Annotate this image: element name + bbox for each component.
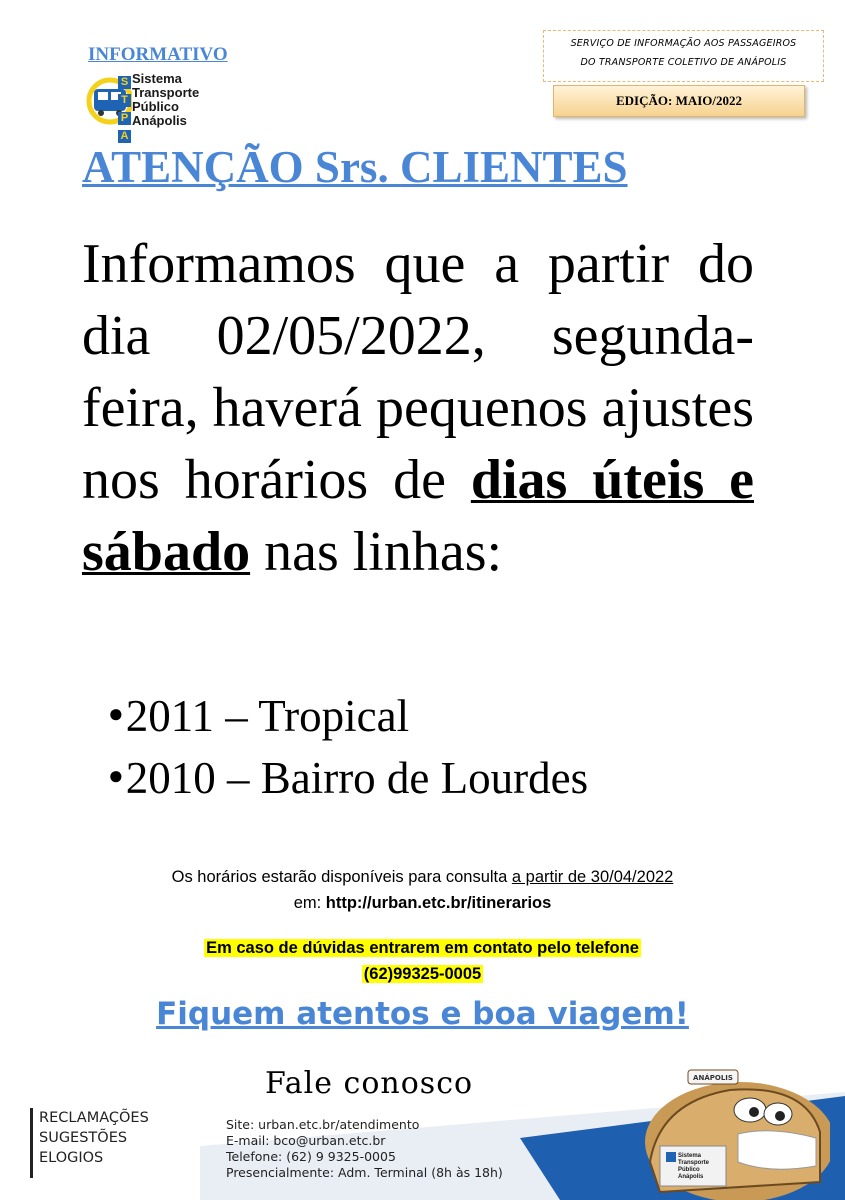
logo-letter: S [118, 76, 131, 89]
stpa-logo [86, 70, 256, 142]
logo-letter: T [118, 94, 131, 107]
notice-part: nas linhas: [250, 521, 503, 583]
notice-part: Informamos que a partir do dia 02/05/2022, segunda-feira, haverá pequenos ajustes nos horários de [82, 233, 754, 511]
notice-text [82, 228, 754, 588]
service-line: DO TRANSPORTE COLETIVO DE ANÁPOLIS [580, 57, 787, 68]
availability-date: a partir de 30/04/2022 [511, 868, 674, 886]
category-item: SUGESTÕES [39, 1130, 128, 1146]
contact-text: Em caso de dúvidas entrarem em contato pelo telefone [206, 939, 639, 957]
list-item [108, 752, 588, 804]
footer-title: Fale conosco [265, 1066, 474, 1101]
list-item [108, 690, 409, 742]
edition-badge: EDIÇÃO: MAIO/2022 [553, 85, 805, 117]
logo-letter: A [118, 130, 131, 143]
phone-info: Telefone: (62) 9 9325-0005 [226, 1149, 396, 1164]
service-info-box [543, 30, 824, 82]
contact-info [226, 1117, 503, 1181]
contact-note [0, 935, 845, 987]
line-label: 2010 – Bairro de Lourdes [125, 753, 589, 803]
contact-phone: (62)99325-0005 [363, 965, 482, 983]
bus-logo-line: Anápolis [678, 1174, 704, 1180]
logo-text: Anápolis [132, 113, 187, 128]
notice-emphasis: dias úteis e sábado [82, 449, 754, 583]
bus-mascot-icon [620, 1062, 830, 1200]
bus-logo-line: Transporte [678, 1160, 710, 1166]
attention-title: ATENÇÃO Srs. CLIENTES [82, 142, 628, 192]
bus-logo-line: Sistema [678, 1153, 702, 1159]
availability-text: Os horários estarão disponíveis para consulta [171, 868, 512, 886]
goodbye-message: Fiquem atentos e boa viagem! [156, 996, 689, 1032]
bullet-icon: ● [108, 699, 124, 728]
site-info: Site: urban.etc.br/atendimento [226, 1117, 420, 1132]
email-info: E-mail: bco@urban.etc.br [226, 1133, 386, 1148]
line-label: 2011 – Tropical [125, 691, 410, 741]
bus-sign: ANÁPOLIS [693, 1074, 733, 1082]
category-item: RECLAMAÇÕES [39, 1110, 149, 1126]
itinerary-link[interactable]: http://urban.etc.br/itinerarios [325, 894, 552, 912]
service-line: SERVIÇO DE INFORMAÇÃO AOS PASSAGEIROS [570, 38, 797, 49]
availability-note [0, 864, 845, 916]
inperson-info: Presencialmente: Adm. Terminal (8h às 18h) [226, 1165, 503, 1180]
feedback-categories [30, 1108, 209, 1178]
availability-prefix: em: [293, 894, 326, 912]
logo-text: Público [132, 99, 179, 114]
informativo-label: INFORMATIVO [88, 44, 228, 65]
bus-logo-line: Público [678, 1167, 700, 1173]
logo-text: Sistema [132, 71, 182, 86]
logo-letter: P [118, 112, 131, 125]
logo-text: Transporte [132, 85, 200, 100]
category-item: ELOGIOS [39, 1150, 104, 1166]
bullet-icon: ● [108, 761, 124, 790]
